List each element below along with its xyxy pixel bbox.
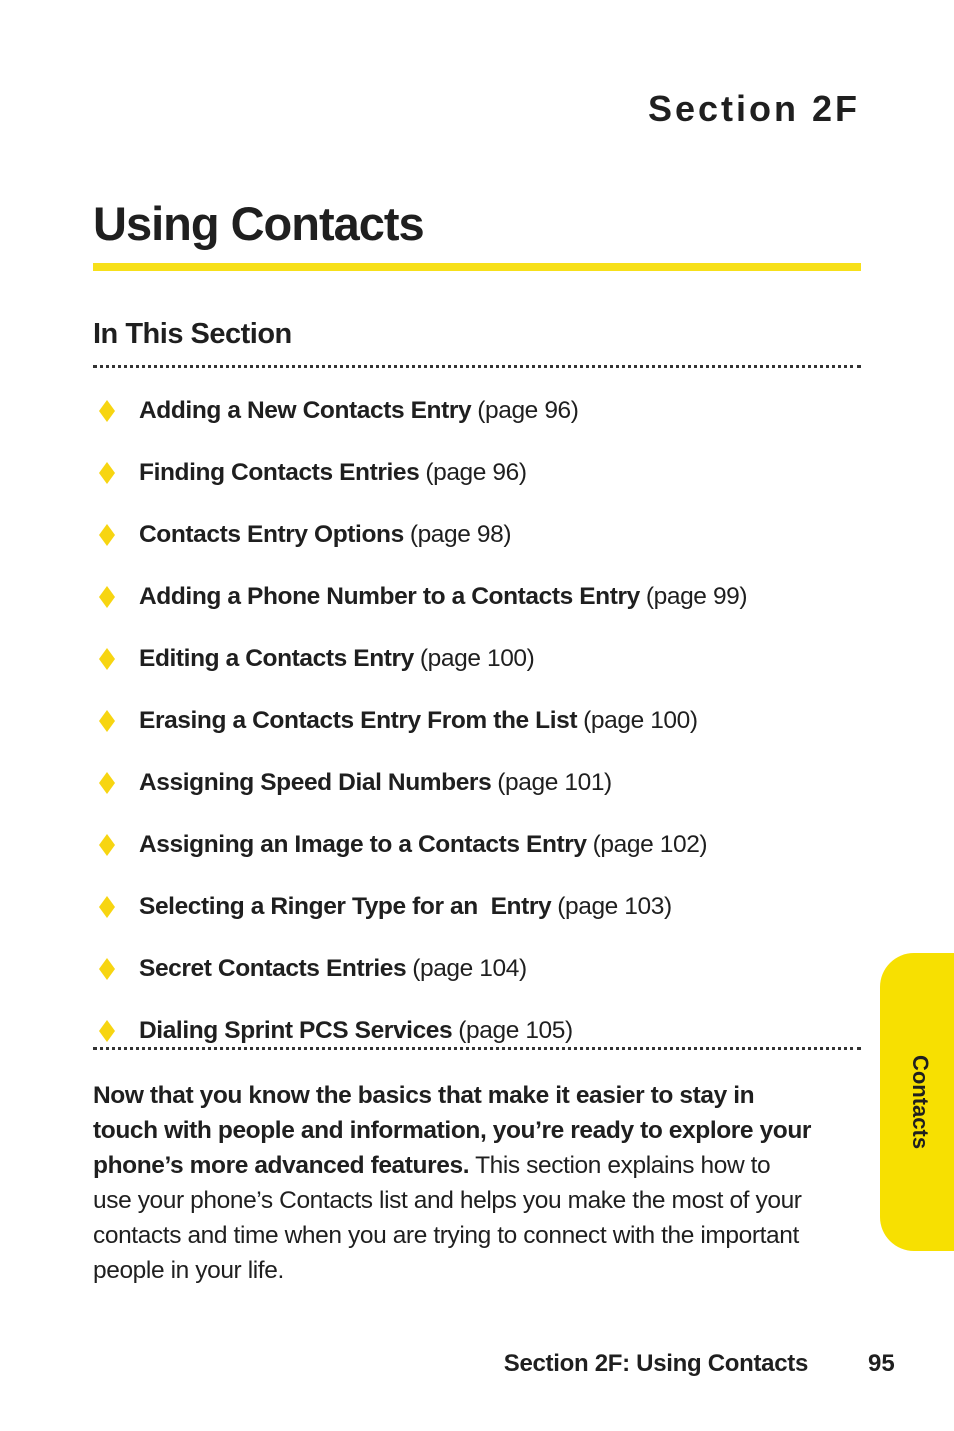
topic-title: Assigning Speed Dial Numbers bbox=[139, 769, 492, 796]
page-reference: (page 103) bbox=[557, 893, 672, 920]
page-reference: (page 96) bbox=[477, 397, 579, 424]
list-item bbox=[93, 566, 861, 628]
diamond-bullet-icon bbox=[99, 400, 115, 422]
topic-title: Secret Contacts Entries bbox=[139, 955, 407, 982]
section-contents-list bbox=[93, 380, 861, 1062]
topic-title: Contacts Entry Options bbox=[139, 521, 404, 548]
page-reference: (page 105) bbox=[458, 1017, 573, 1044]
diamond-bullet-icon bbox=[99, 524, 115, 546]
intro-bold-text: Now that you know the basics that make it easier to stay in touch with people and information, you’re ready to explore your phone’s more advanced features. bbox=[93, 1082, 812, 1179]
list-item bbox=[93, 1000, 861, 1062]
list-item bbox=[93, 380, 861, 442]
intro-regular-text: This section explains how to use your phone’s Contacts list and helps you make the most of your contacts and time when you are trying to connect with the important people in your life. bbox=[93, 1152, 802, 1284]
intro-paragraph bbox=[93, 1078, 813, 1288]
diamond-bullet-icon bbox=[99, 958, 115, 980]
list-item bbox=[93, 814, 861, 876]
list-item bbox=[93, 752, 861, 814]
side-tab-label: Contacts bbox=[908, 1054, 933, 1150]
page-reference: (page 100) bbox=[419, 645, 535, 672]
diamond-bullet-icon bbox=[99, 462, 115, 484]
page-number: 95 bbox=[868, 1350, 895, 1377]
side-tab bbox=[880, 953, 954, 1251]
page-reference: (page 101) bbox=[497, 769, 612, 796]
in-this-section-heading: In This Section bbox=[93, 318, 292, 350]
page-reference: (page 104) bbox=[412, 955, 527, 982]
topic-title: Adding a Phone Number to a Contacts Entry bbox=[139, 583, 640, 610]
list-item bbox=[93, 504, 861, 566]
topic-title: Erasing a Contacts Entry From the List bbox=[139, 707, 578, 734]
diamond-bullet-icon bbox=[99, 586, 115, 608]
list-item bbox=[93, 442, 861, 504]
page-reference: (page 100) bbox=[583, 707, 698, 734]
page-reference: (page 96) bbox=[425, 459, 527, 486]
topic-title: Finding Contacts Entries bbox=[139, 459, 420, 486]
diamond-bullet-icon bbox=[99, 834, 115, 856]
diamond-bullet-icon bbox=[99, 710, 115, 732]
topic-title: Selecting a Ringer Type for an Entry bbox=[139, 893, 552, 920]
list-item bbox=[93, 938, 861, 1000]
page-reference: (page 99) bbox=[645, 583, 748, 610]
list-item bbox=[93, 628, 861, 690]
list-item bbox=[93, 690, 861, 752]
page-reference: (page 102) bbox=[592, 831, 708, 858]
topic-title: Assigning an Image to a Contacts Entry bbox=[139, 831, 587, 858]
diamond-bullet-icon bbox=[99, 648, 115, 670]
page-title: Using Contacts bbox=[93, 197, 424, 250]
dotted-divider-top bbox=[93, 365, 861, 368]
page-reference: (page 98) bbox=[409, 521, 512, 548]
diamond-bullet-icon bbox=[99, 1020, 115, 1042]
diamond-bullet-icon bbox=[99, 772, 115, 794]
footer-section-title: Section 2F: Using Contacts bbox=[503, 1350, 808, 1377]
topic-title: Editing a Contacts Entry bbox=[139, 645, 414, 672]
topic-title: Dialing Sprint PCS Services bbox=[139, 1017, 453, 1044]
list-item bbox=[93, 876, 861, 938]
diamond-bullet-icon bbox=[99, 896, 115, 918]
title-underline bbox=[93, 263, 861, 271]
topic-title: Adding a New Contacts Entry bbox=[139, 397, 472, 424]
section-label: Section 2F bbox=[647, 88, 860, 129]
dotted-divider-bottom bbox=[93, 1047, 861, 1050]
